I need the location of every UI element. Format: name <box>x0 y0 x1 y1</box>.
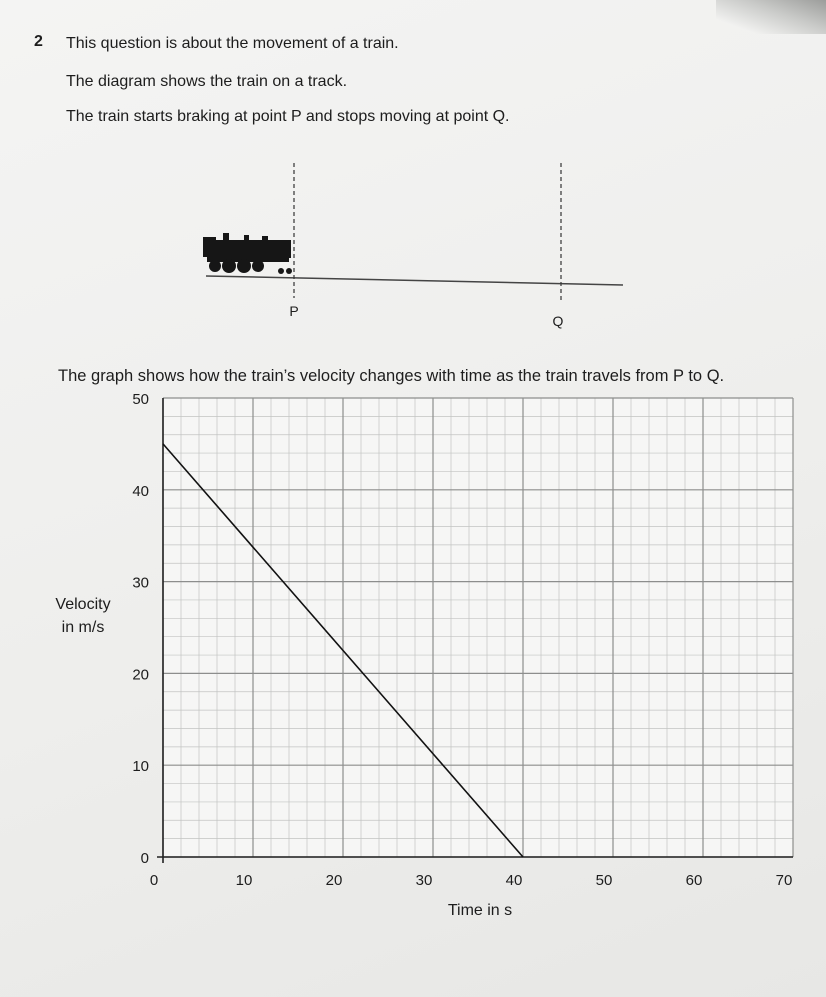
x-tick-label: 0 <box>149 872 159 889</box>
x-tick-label: 10 <box>235 872 253 889</box>
x-tick-label: 20 <box>325 872 343 889</box>
question-number: 2 <box>34 33 43 50</box>
graph-caption: The graph shows how the train’s velocity changes with time as the train travels from P to Q. <box>58 367 725 385</box>
x-tick-label: 50 <box>595 872 613 889</box>
point-q-label: Q <box>552 313 564 329</box>
y-axis-label-line-1: Velocity <box>55 596 111 613</box>
y-tick-label: 40 <box>132 482 149 500</box>
page-corner-shadow <box>716 0 826 34</box>
y-tick-label: 10 <box>132 758 149 776</box>
y-tick-label: 50 <box>132 391 149 408</box>
x-tick-label: 30 <box>415 872 433 889</box>
x-axis-label: Time in s <box>447 902 513 919</box>
x-tick-label: 70 <box>775 872 793 889</box>
x-tick-label: 40 <box>505 872 523 889</box>
question-line-2: The diagram shows the train on a track. <box>66 73 348 90</box>
y-tick-label: 20 <box>132 666 149 684</box>
y-axis-label-line-2: in m/s <box>61 619 105 636</box>
question-line-1: This question is about the movement of a train. <box>66 35 399 52</box>
x-tick-label: 60 <box>685 872 703 889</box>
y-tick-label: 30 <box>132 574 149 592</box>
point-p-label: P <box>289 303 299 319</box>
y-tick-label: 0 <box>140 850 149 867</box>
question-line-3: The train starts braking at point P and stops moving at point Q. <box>66 108 510 125</box>
